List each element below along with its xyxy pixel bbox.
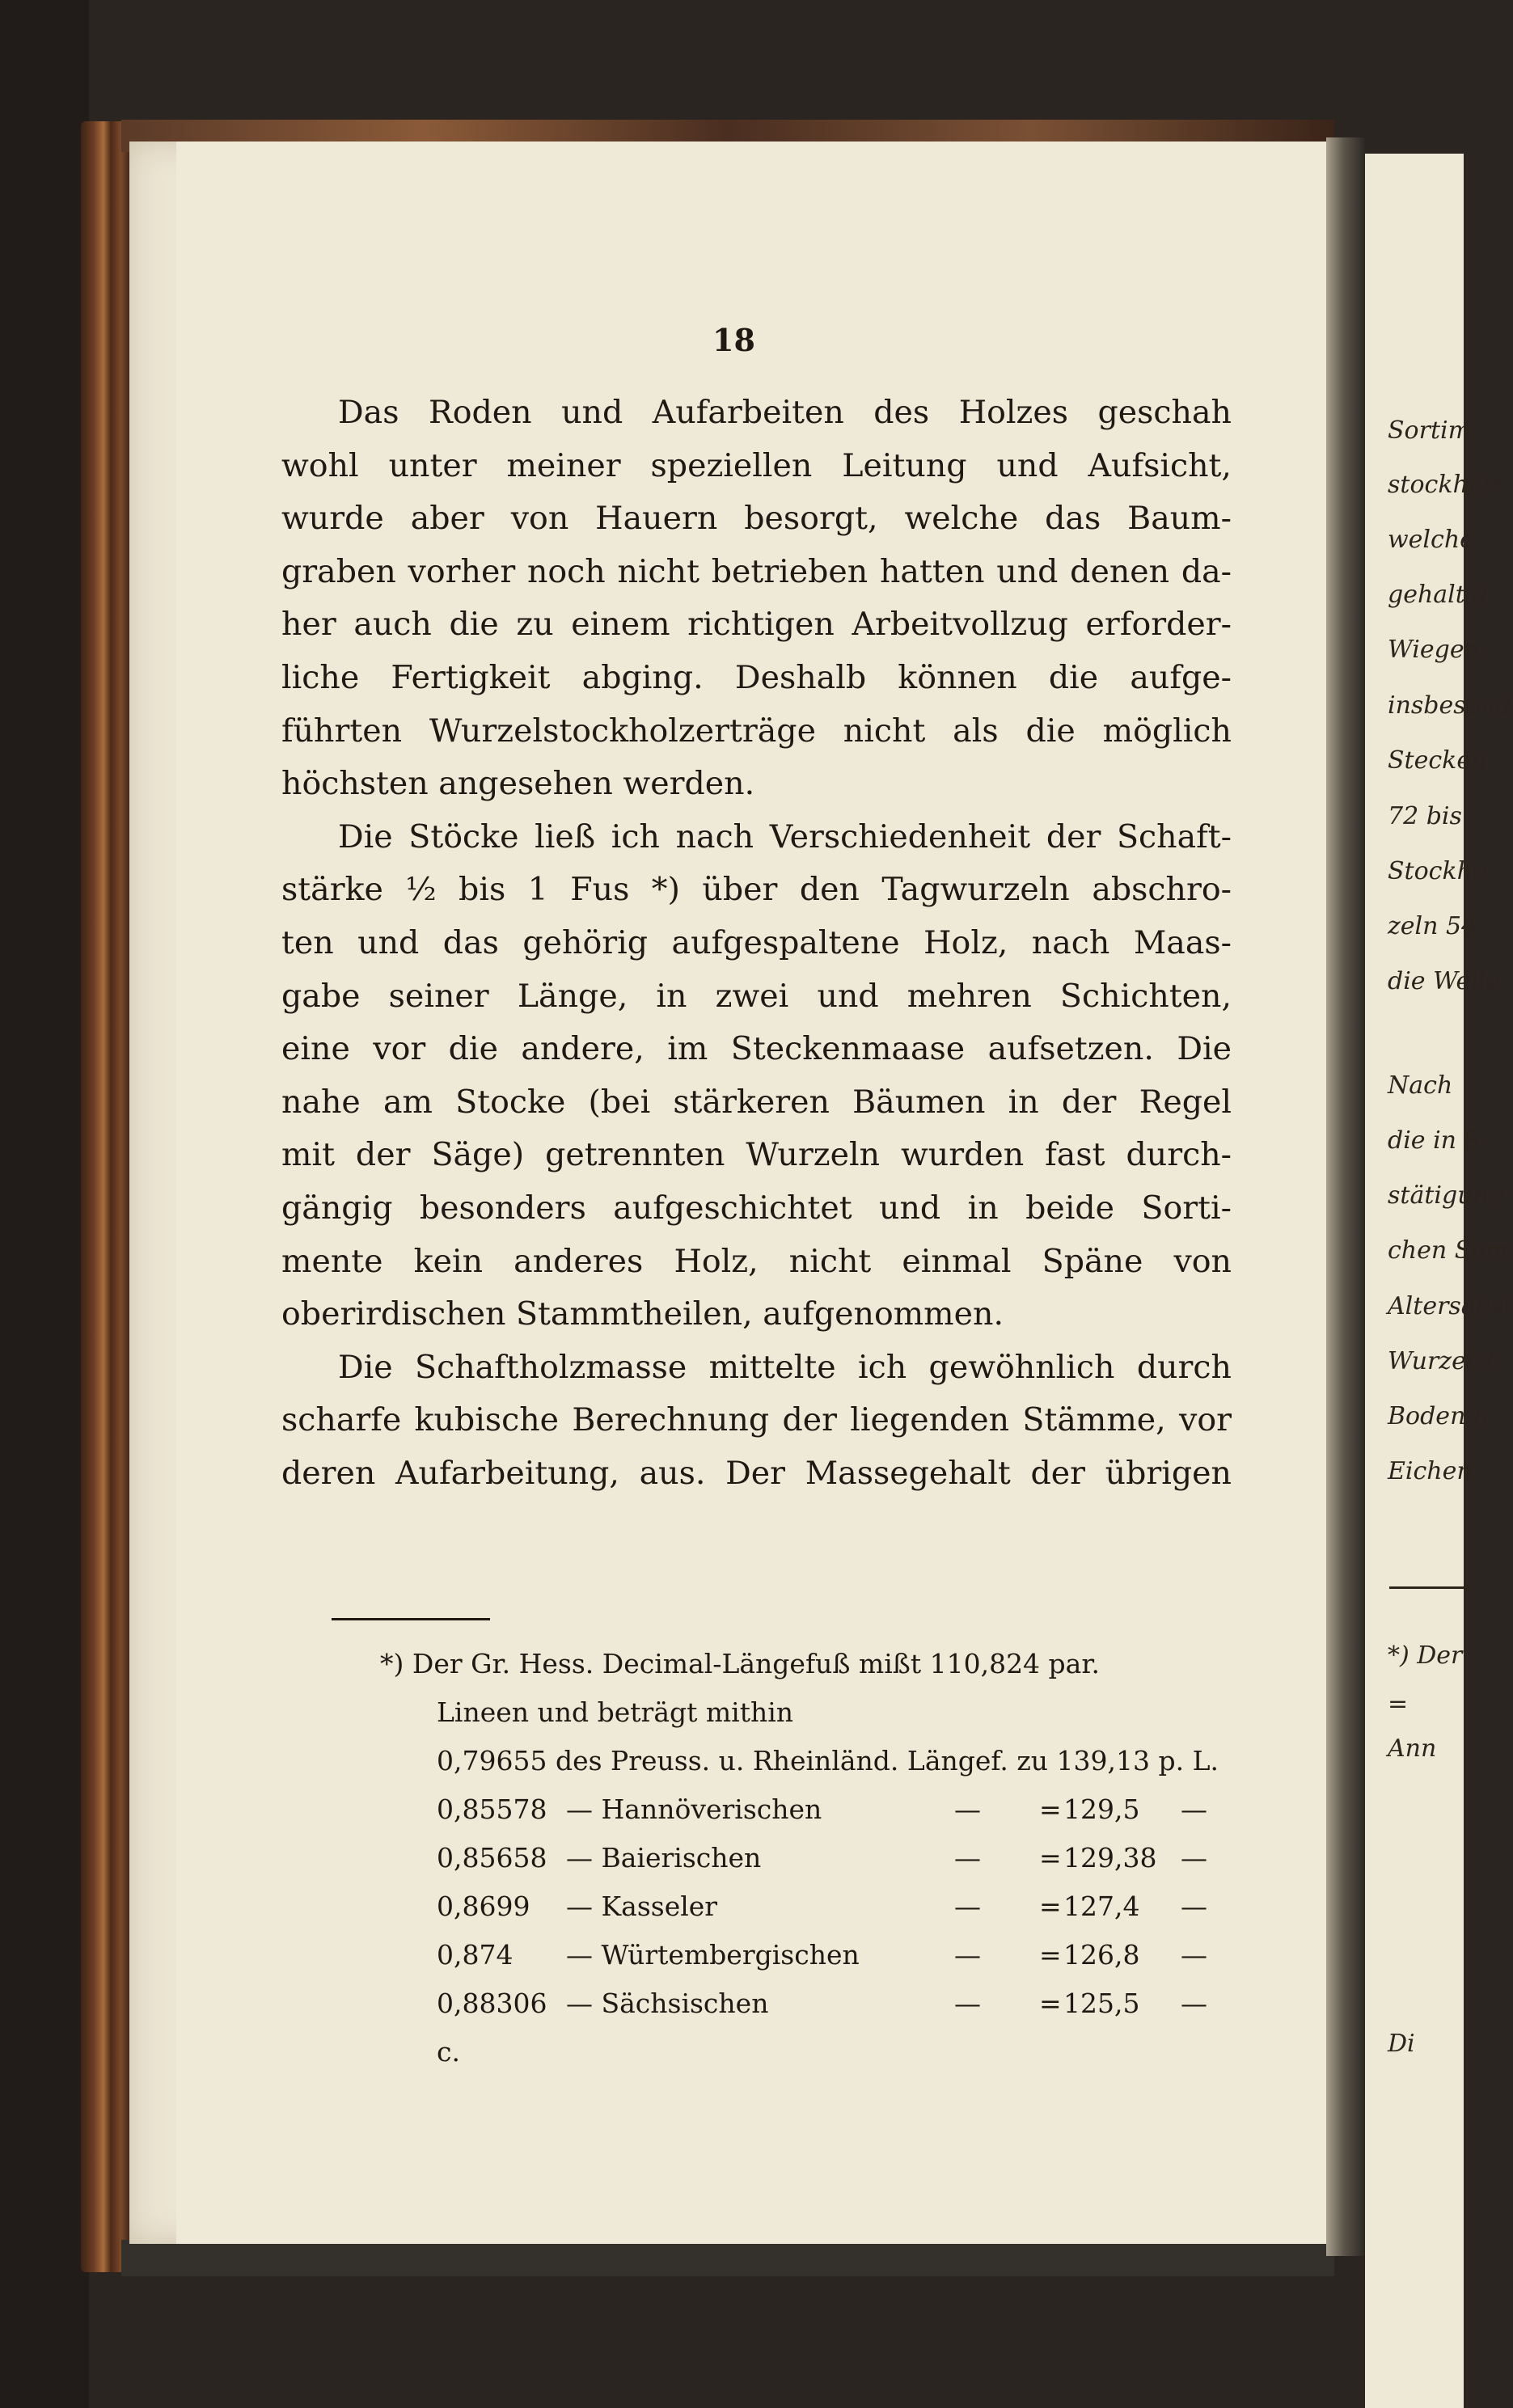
right-page-fragment: Boden u bbox=[1388, 1402, 1490, 1430]
conversion-unit: — Würtembergischen bbox=[566, 1939, 860, 1971]
ditto-dash: — bbox=[954, 1890, 981, 1922]
ditto-dash: — bbox=[954, 1842, 981, 1874]
equals-mark: = bbox=[1039, 1988, 1062, 2019]
conversion-factor: 0,874 bbox=[437, 1939, 513, 1971]
footnote-line: Lineen und beträgt mithin bbox=[437, 1696, 794, 1728]
right-page-fragment: welche bbox=[1388, 526, 1474, 554]
text-line: oberirdischen Stammtheilen, aufgenommen. bbox=[281, 1295, 1004, 1333]
text-line: wohl unter meiner speziellen Leitung und Aufsicht, bbox=[281, 446, 1232, 484]
conversion-factor: 0,85578 bbox=[437, 1793, 547, 1825]
right-page-fragment: *) Der bbox=[1388, 1641, 1463, 1670]
right-page-fragment: Sortim bbox=[1388, 416, 1472, 445]
text-line: deren Aufarbeitung, aus. Der Massegehalt der übrigen bbox=[281, 1454, 1232, 1492]
ditto-dash: — bbox=[1181, 1842, 1207, 1874]
footnote-rule bbox=[332, 1618, 490, 1620]
text-line: stärke ½ bis 1 Fus *) über den Tagwurzeln abschro- bbox=[281, 871, 1232, 909]
right-page-fragment: = bbox=[1388, 1690, 1409, 1718]
right-page-fragment: zeln 54 bbox=[1388, 912, 1477, 940]
ditto-dash: — bbox=[1181, 1939, 1207, 1971]
conversion-row bbox=[437, 1842, 1237, 1890]
conversion-row bbox=[437, 1890, 1237, 1939]
conversion-factor: 0,88306 bbox=[437, 1988, 547, 2019]
right-page-fragment: die Welle bbox=[1388, 967, 1501, 995]
conversion-unit: — Kasseler bbox=[566, 1890, 718, 1922]
equals-mark: = bbox=[1039, 1793, 1062, 1825]
text-line: führten Wurzelstockholzerträge nicht als die möglich bbox=[281, 712, 1232, 750]
ditto-dash: — bbox=[954, 1939, 981, 1971]
right-page-fragment: stockholz bbox=[1388, 471, 1504, 499]
conversion-value: 129,5 bbox=[1063, 1793, 1140, 1825]
conversion-unit: — Baierischen bbox=[566, 1842, 762, 1874]
conversion-factor: 0,85658 bbox=[437, 1842, 547, 1874]
text-line: mente kein anderes Holz, nicht einmal Späne von bbox=[281, 1242, 1232, 1280]
conversion-row bbox=[437, 1793, 1237, 1842]
right-page-fragment: Eichen bbox=[1388, 1457, 1473, 1485]
right-page-footnote-rule bbox=[1389, 1586, 1470, 1589]
book-cover-edge-bottom bbox=[121, 2240, 1334, 2276]
right-page-fragment: Stockho bbox=[1388, 857, 1488, 885]
text-line: her auch die zu einem richtigen Arbeitvollzug erforder- bbox=[281, 606, 1232, 644]
right-page-fragment: insbesond bbox=[1388, 691, 1512, 720]
right-page-fragment: Altersabst bbox=[1388, 1292, 1513, 1320]
right-page-fragment: 72 bis bbox=[1388, 802, 1462, 830]
text-line: liche Fertigkeit abging. Deshalb können die aufge- bbox=[281, 658, 1232, 696]
conversion-factor: 0,8699 bbox=[437, 1890, 530, 1922]
conversion-value: 127,4 bbox=[1063, 1890, 1140, 1922]
footnote-trailer: c. bbox=[437, 2036, 460, 2068]
page-number: 18 bbox=[712, 322, 755, 358]
right-page-fragment: Wiegen bbox=[1388, 636, 1480, 664]
right-page-fragment: Wurzelst bbox=[1388, 1347, 1496, 1375]
ditto-dash: — bbox=[1181, 1988, 1207, 2019]
conversion-value: 126,8 bbox=[1063, 1939, 1140, 1971]
text-line: ten und das gehörig aufgespaltene Holz, nach Maas- bbox=[281, 923, 1232, 961]
footnote-line: *) Der Gr. Hess. Decimal-Längefuß mißt 110,824 par. bbox=[380, 1648, 1100, 1679]
text-line: graben vorher noch nicht betrieben hatten und denen da- bbox=[281, 552, 1232, 590]
background-left bbox=[0, 0, 89, 2408]
right-page-fragment: stätigung bbox=[1388, 1181, 1505, 1210]
footnote-line: 0,79655 des Preuss. u. Rheinländ. Längef. zu 139,13 p. L. bbox=[437, 1745, 1219, 1776]
right-page-fragment: Stecken bbox=[1388, 746, 1487, 775]
conversion-value: 125,5 bbox=[1063, 1988, 1140, 2019]
ditto-dash: — bbox=[954, 1988, 981, 2019]
text-line: Die Stöcke ließ ich nach Verschiedenheit der Schaft- bbox=[338, 817, 1232, 855]
text-line: höchsten angesehen werden. bbox=[281, 765, 755, 803]
right-page-fragment: chen Sam bbox=[1388, 1236, 1509, 1265]
text-line: Das Roden und Aufarbeiten des Holzes geschah bbox=[338, 394, 1232, 431]
ditto-dash: — bbox=[1181, 1793, 1207, 1825]
text-line: Die Schaftholzmasse mittelte ich gewöhnlich durch bbox=[338, 1348, 1232, 1386]
conversion-unit: — Sächsischen bbox=[566, 1988, 769, 2019]
conversion-unit: — Hannöverischen bbox=[566, 1793, 822, 1825]
paragraph bbox=[281, 811, 1232, 1341]
right-page-fragment: die in S bbox=[1388, 1126, 1481, 1155]
ditto-dash: — bbox=[954, 1793, 981, 1825]
equals-mark: = bbox=[1039, 1842, 1062, 1874]
book-cover-edge-left bbox=[81, 121, 131, 2272]
equals-mark: = bbox=[1039, 1939, 1062, 1971]
equals-mark: = bbox=[1039, 1890, 1062, 1922]
right-page-fragment: gehalt d bbox=[1388, 581, 1489, 609]
paragraph bbox=[281, 1341, 1232, 1501]
right-page-fragment: Nach bbox=[1388, 1071, 1453, 1100]
text-line: wurde aber von Hauern besorgt, welche das Baum- bbox=[281, 500, 1232, 538]
conversion-row bbox=[437, 1988, 1237, 2036]
right-page-fragment: Ann bbox=[1388, 1734, 1437, 1763]
conversion-value: 129,38 bbox=[1063, 1842, 1157, 1874]
right-page-fragment: Di bbox=[1388, 2030, 1415, 2058]
paragraph bbox=[281, 387, 1232, 811]
text-line: scharfe kubische Berechnung der liegenden Stämme, vor bbox=[281, 1401, 1232, 1439]
body-text bbox=[281, 387, 1232, 1500]
text-line: eine vor die andere, im Steckenmaase aufsetzen. Die bbox=[281, 1030, 1232, 1068]
book-gutter bbox=[1326, 137, 1365, 2256]
text-line: mit der Säge) getrennten Wurzeln wurden fast durch- bbox=[281, 1136, 1232, 1174]
text-line: gabe seiner Länge, in zwei und mehren Schichten, bbox=[281, 977, 1232, 1015]
right-page-edge bbox=[1365, 154, 1513, 2408]
text-line: gängig besonders aufgeschichtet und in beide Sorti- bbox=[281, 1189, 1232, 1227]
ditto-dash: — bbox=[1181, 1890, 1207, 1922]
text-line: nahe am Stocke (bei stärkeren Bäumen in der Regel bbox=[281, 1083, 1232, 1121]
conversion-row bbox=[437, 1939, 1237, 1988]
